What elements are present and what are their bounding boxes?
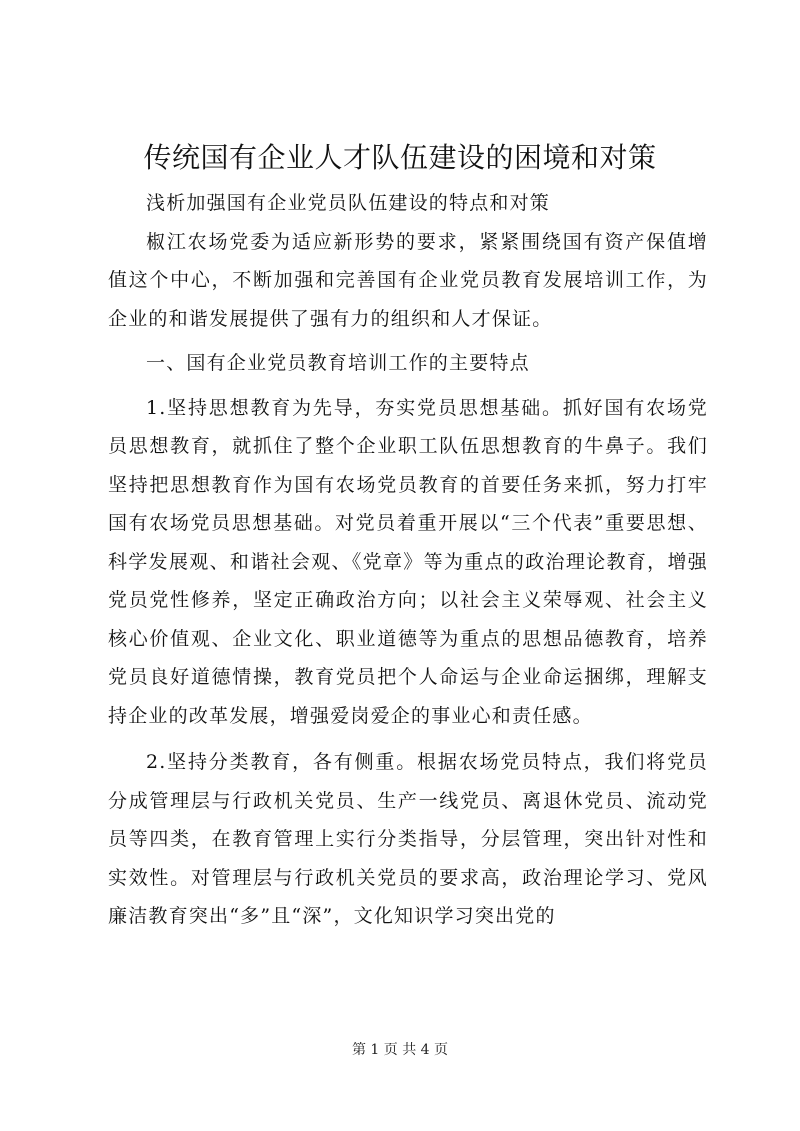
subtitle-paragraph: 浅析加强国有企业党员队伍建设的特点和对策 [146, 192, 551, 214]
section-heading-1: 一、国有企业党员教育培训工作的主要特点 [146, 352, 530, 374]
intro-paragraph: 椒江农场党委为适应新形势的要求，紧紧围绕国有资产保值增值这个中心，不断加强和完善国有企业党员教育发展培训工作，为企业的和谐发展提供了强有力的组织和人才保证。 [108, 230, 708, 330]
page-number-footer: 第 1 页 共 4 页 [351, 1042, 449, 1058]
point-1-paragraph: 1.坚持思想教育为先导，夯实党员思想基础。抓好国有农场党员思想教育，就抓住了整个企业职工队伍思想教育的牛鼻子。我们坚持把思想教育作为国有农场党员教育的首要任务来抓，努力打牢国有农场党员思想基础。对党员着重开展以“三个代表”重要思想、科学发展观、和谐社会观、《党章》等为重点的政治理论教育，增强党员党性修养，坚定正确政治方向；以社会主义荣辱观、社会主义核心价值观、企业文化、职业道德等为重点的思想品德教育，培养党员良好道德情操，教育党员把个人命运与企业命运捆绑，理解支持企业的改革发展，增强爱岗爱企的事业心和责任感。 [108, 396, 708, 727]
document-title: 传统国有企业人才队伍建设的困境和对策 [143, 141, 657, 174]
document-body [108, 184, 708, 936]
point-2-paragraph: 2.坚持分类教育，各有侧重。根据农场党员特点，我们将党员分成管理层与行政机关党员、生产一线党员、离退休党员、流动党员等四类，在教育管理上实行分类指导，分层管理，突出针对性和实效性。对管理层与行政机关党员的要求高，政治理论学习、党风廉洁教育突出“多”且“深”，文化知识学习突出党的 [108, 751, 708, 927]
